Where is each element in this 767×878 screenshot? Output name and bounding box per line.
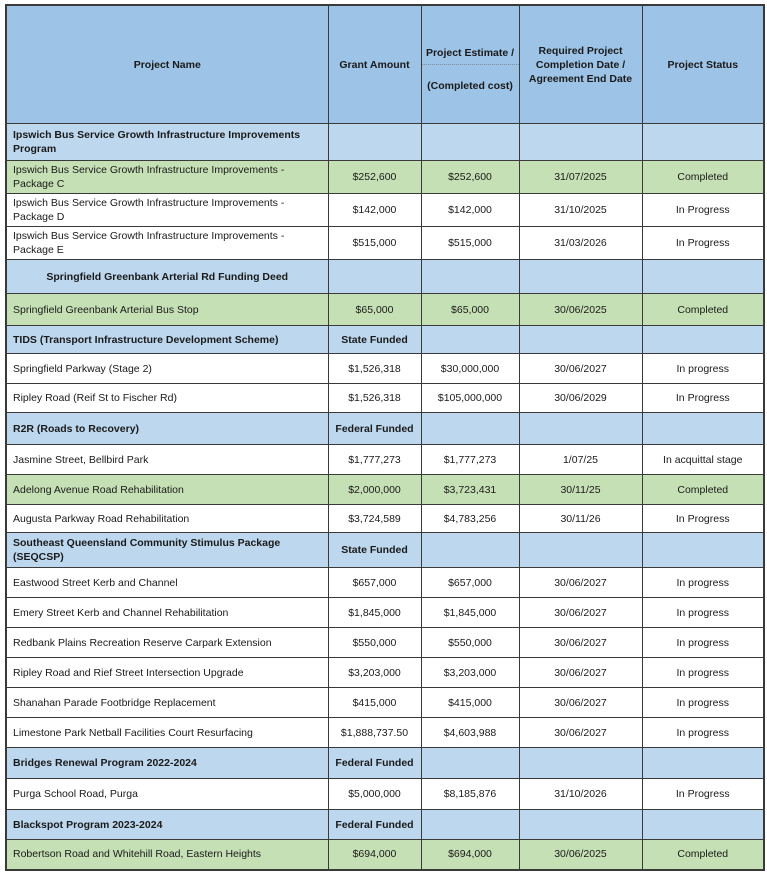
- program-group-row: [6, 124, 764, 161]
- project-estimate-cell: [421, 748, 519, 779]
- project-status-cell: [642, 124, 764, 161]
- project-status-cell: Completed: [642, 475, 764, 505]
- project-estimate-cell: [421, 413, 519, 445]
- grant-amount-cell: $65,000: [328, 294, 421, 326]
- header-project-name: Project Name: [6, 5, 328, 124]
- grant-amount-cell: [328, 260, 421, 294]
- completion-date-cell: [519, 124, 642, 161]
- table-body: [6, 124, 764, 870]
- completion-date-cell: 30/06/2027: [519, 354, 642, 384]
- completion-date-cell: 1/07/25: [519, 445, 642, 475]
- completion-date-cell: [519, 260, 642, 294]
- table-row: [6, 475, 764, 505]
- table-row: [6, 384, 764, 413]
- program-group-row: [6, 413, 764, 445]
- project-name-cell: Ripley Road and Rief Street Intersection Upgrade: [6, 658, 328, 688]
- completion-date-cell: 31/03/2026: [519, 227, 642, 260]
- table-row: [6, 598, 764, 628]
- project-estimate-cell: [421, 124, 519, 161]
- project-estimate-cell: [421, 810, 519, 840]
- header-estimate-top: Project Estimate /: [422, 7, 519, 65]
- project-name-cell: Ipswich Bus Service Growth Infrastructure Improvements Program: [6, 124, 328, 161]
- table-row: [6, 161, 764, 194]
- grant-amount-cell: $1,526,318: [328, 354, 421, 384]
- project-status-cell: [642, 413, 764, 445]
- header-project-estimate: [421, 5, 519, 124]
- table-header-row: [6, 5, 764, 124]
- table-row: [6, 227, 764, 260]
- completion-date-cell: 30/06/2027: [519, 658, 642, 688]
- project-status-cell: In progress: [642, 568, 764, 598]
- grant-amount-cell: $1,526,318: [328, 384, 421, 413]
- project-estimate-cell: $515,000: [421, 227, 519, 260]
- program-group-row: [6, 810, 764, 840]
- program-group-row: [6, 748, 764, 779]
- project-status-cell: [642, 326, 764, 354]
- completion-date-cell: [519, 748, 642, 779]
- project-estimate-cell: $30,000,000: [421, 354, 519, 384]
- completion-date-cell: 30/06/2025: [519, 840, 642, 870]
- project-estimate-cell: $415,000: [421, 688, 519, 718]
- project-status-cell: [642, 810, 764, 840]
- project-estimate-cell: $8,185,876: [421, 779, 519, 810]
- project-estimate-cell: $3,203,000: [421, 658, 519, 688]
- project-status-cell: [642, 260, 764, 294]
- grant-amount-cell: $252,600: [328, 161, 421, 194]
- table-row: [6, 688, 764, 718]
- project-estimate-cell: $105,000,000: [421, 384, 519, 413]
- program-group-row: [6, 533, 764, 568]
- grant-amount-cell: Federal Funded: [328, 748, 421, 779]
- project-status-cell: Completed: [642, 840, 764, 870]
- project-estimate-cell: $550,000: [421, 628, 519, 658]
- grant-amount-cell: $3,203,000: [328, 658, 421, 688]
- project-estimate-cell: $252,600: [421, 161, 519, 194]
- table-row: [6, 568, 764, 598]
- project-status-cell: [642, 748, 764, 779]
- table-row: [6, 445, 764, 475]
- completion-date-cell: 30/11/25: [519, 475, 642, 505]
- project-estimate-cell: $65,000: [421, 294, 519, 326]
- project-name-cell: Springfield Greenbank Arterial Bus Stop: [6, 294, 328, 326]
- grant-amount-cell: $1,777,273: [328, 445, 421, 475]
- project-estimate-cell: $694,000: [421, 840, 519, 870]
- completion-date-cell: 30/06/2027: [519, 628, 642, 658]
- project-status-cell: In Progress: [642, 384, 764, 413]
- project-name-cell: Ipswich Bus Service Growth Infrastructure Improvements - Package E: [6, 227, 328, 260]
- table-row: [6, 779, 764, 810]
- completion-date-cell: 30/06/2027: [519, 688, 642, 718]
- grant-amount-cell: State Funded: [328, 533, 421, 568]
- completion-date-cell: 31/07/2025: [519, 161, 642, 194]
- table-row: [6, 354, 764, 384]
- project-status-cell: In Progress: [642, 227, 764, 260]
- project-estimate-cell: $1,777,273: [421, 445, 519, 475]
- header-grant-amount: Grant Amount: [328, 5, 421, 124]
- grant-amount-cell: $1,845,000: [328, 598, 421, 628]
- project-status-cell: In progress: [642, 628, 764, 658]
- project-estimate-cell: [421, 260, 519, 294]
- table-row: [6, 294, 764, 326]
- header-estimate-bottom: (Completed cost): [427, 79, 513, 92]
- project-name-cell: Ipswich Bus Service Growth Infrastructure Improvements - Package C: [6, 161, 328, 194]
- completion-date-cell: 30/06/2027: [519, 718, 642, 748]
- project-status-cell: Completed: [642, 161, 764, 194]
- grant-amount-cell: $515,000: [328, 227, 421, 260]
- project-name-cell: Robertson Road and Whitehill Road, Eastern Heights: [6, 840, 328, 870]
- grant-amount-cell: $2,000,000: [328, 475, 421, 505]
- grant-amount-cell: $694,000: [328, 840, 421, 870]
- project-name-cell: Springfield Parkway (Stage 2): [6, 354, 328, 384]
- project-name-cell: Limestone Park Netball Facilities Court Resurfacing: [6, 718, 328, 748]
- project-estimate-cell: $142,000: [421, 194, 519, 227]
- project-name-cell: Redbank Plains Recreation Reserve Carpark Extension: [6, 628, 328, 658]
- completion-date-cell: [519, 810, 642, 840]
- project-name-cell: Eastwood Street Kerb and Channel: [6, 568, 328, 598]
- grant-amount-cell: $550,000: [328, 628, 421, 658]
- program-group-row: [6, 260, 764, 294]
- project-name-cell: Springfield Greenbank Arterial Rd Funding Deed: [6, 260, 328, 294]
- project-name-cell: R2R (Roads to Recovery): [6, 413, 328, 445]
- project-name-cell: Jasmine Street, Bellbird Park: [6, 445, 328, 475]
- project-status-cell: In progress: [642, 598, 764, 628]
- project-status-cell: In Progress: [642, 505, 764, 533]
- completion-date-cell: 30/11/26: [519, 505, 642, 533]
- project-name-cell: Southeast Queensland Community Stimulus Package (SEQCSP): [6, 533, 328, 568]
- project-status-cell: In Progress: [642, 194, 764, 227]
- grant-amount-cell: $5,000,000: [328, 779, 421, 810]
- header-project-status: Project Status: [642, 5, 764, 124]
- project-estimate-cell: $4,603,988: [421, 718, 519, 748]
- project-name-cell: Augusta Parkway Road Rehabilitation: [6, 505, 328, 533]
- project-estimate-cell: $657,000: [421, 568, 519, 598]
- table-row: [6, 658, 764, 688]
- table-row: [6, 194, 764, 227]
- grant-amount-cell: State Funded: [328, 326, 421, 354]
- project-status-cell: In Progress: [642, 779, 764, 810]
- completion-date-cell: [519, 533, 642, 568]
- completion-date-cell: [519, 413, 642, 445]
- project-estimate-cell: [421, 533, 519, 568]
- grant-amount-cell: $657,000: [328, 568, 421, 598]
- completion-date-cell: [519, 326, 642, 354]
- completion-date-cell: 30/06/2027: [519, 598, 642, 628]
- program-group-row: [6, 326, 764, 354]
- project-name-cell: Bridges Renewal Program 2022-2024: [6, 748, 328, 779]
- completion-date-cell: 31/10/2025: [519, 194, 642, 227]
- project-status-cell: In acquittal stage: [642, 445, 764, 475]
- project-status-table: [5, 4, 765, 871]
- grant-amount-cell: [328, 124, 421, 161]
- grant-amount-cell: Federal Funded: [328, 413, 421, 445]
- project-name-cell: Purga School Road, Purga: [6, 779, 328, 810]
- project-name-cell: Emery Street Kerb and Channel Rehabilitation: [6, 598, 328, 628]
- project-estimate-cell: $4,783,256: [421, 505, 519, 533]
- grant-amount-cell: $3,724,589: [328, 505, 421, 533]
- project-name-cell: Ipswich Bus Service Growth Infrastructure Improvements - Package D: [6, 194, 328, 227]
- project-name-cell: Ripley Road (Reif St to Fischer Rd): [6, 384, 328, 413]
- table-row: [6, 840, 764, 870]
- project-status-cell: In progress: [642, 718, 764, 748]
- project-estimate-cell: $3,723,431: [421, 475, 519, 505]
- completion-date-cell: 30/06/2027: [519, 568, 642, 598]
- project-estimate-cell: $1,845,000: [421, 598, 519, 628]
- project-status-cell: In progress: [642, 688, 764, 718]
- project-status-cell: In progress: [642, 354, 764, 384]
- header-completion-date: Required Project Completion Date / Agreement End Date: [519, 5, 642, 124]
- completion-date-cell: 30/06/2029: [519, 384, 642, 413]
- completion-date-cell: 30/06/2025: [519, 294, 642, 326]
- project-name-cell: Shanahan Parade Footbridge Replacement: [6, 688, 328, 718]
- project-name-cell: TIDS (Transport Infrastructure Development Scheme): [6, 326, 328, 354]
- table-row: [6, 628, 764, 658]
- project-name-cell: Blackspot Program 2023-2024: [6, 810, 328, 840]
- grant-amount-cell: $415,000: [328, 688, 421, 718]
- table-row: [6, 505, 764, 533]
- project-estimate-cell: [421, 326, 519, 354]
- completion-date-cell: 31/10/2026: [519, 779, 642, 810]
- project-status-cell: Completed: [642, 294, 764, 326]
- project-status-cell: In progress: [642, 658, 764, 688]
- project-status-cell: [642, 533, 764, 568]
- grant-amount-cell: $142,000: [328, 194, 421, 227]
- project-name-cell: Adelong Avenue Road Rehabilitation: [6, 475, 328, 505]
- table-row: [6, 718, 764, 748]
- grant-amount-cell: $1,888,737.50: [328, 718, 421, 748]
- grant-amount-cell: Federal Funded: [328, 810, 421, 840]
